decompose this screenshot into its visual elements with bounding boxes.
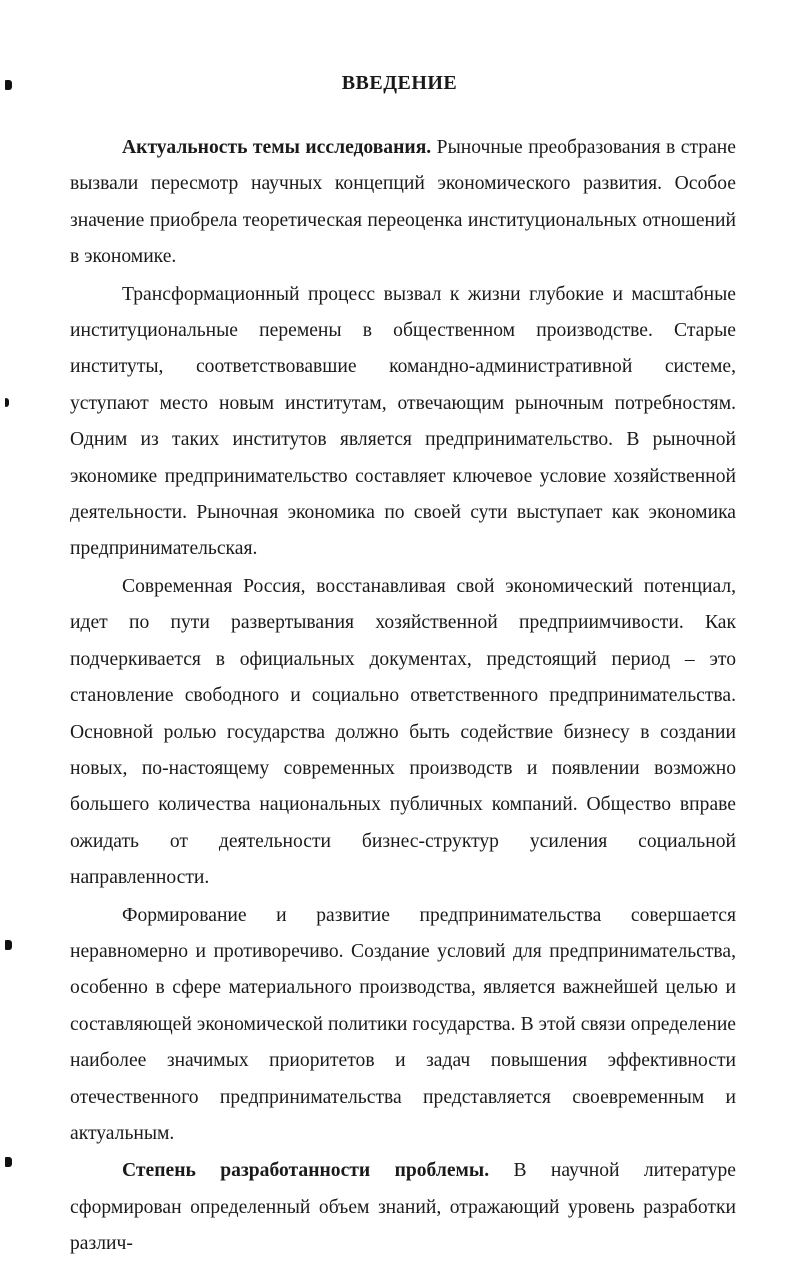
margin-mark [5, 398, 9, 407]
margin-mark [5, 1157, 12, 1167]
paragraph-text: Рыночные преобразования в стране вызвали пересмотр научных концепций экономического развития. Особое значение приобрела теоретическая переоценка институциональных отношений в экономике. [70, 137, 736, 268]
paragraph-lead: Степень разработанности проблемы. [122, 1160, 490, 1182]
margin-mark [5, 940, 12, 950]
paragraph-text: В научной литературе сформирован определенный объем знаний, отражающий уровень разработки различ- [70, 1160, 736, 1255]
paragraph-formation [70, 898, 736, 1153]
document-title: ВВЕДЕНИЕ [341, 72, 458, 94]
paragraph-text: Современная Россия, восстанавливая свой экономический потенциал, идет по пути развертывания хозяйственной предприимчивости. Как подчеркивается в официальных документах, предстоящий период – это становление свободного и социально ответственного предпринимательства. Основной ролью государства должно быть содействие бизнесу в создании новых, по-настоящему современных производств и появлении возможно большего количества национальных публичных компаний. Общество вправе ожидать от деятельности бизнес-структур усиления социальной направленности. [70, 575, 736, 889]
paragraph-transformation [70, 277, 736, 568]
document-body [70, 130, 736, 1263]
paragraph-text: Трансформационный процесс вызвал к жизни глубокие и масштабные институциональные перемены в общественном производстве. Старые институты, соответствовавшие командно-административной системе, уступают место новым институтам, отвечающим рыночным потребностям. Одним из таких институтов является предпринимательство. В рыночной экономике предпринимательство составляет ключевое условие хозяйственной деятельности. Рыночная экономика по своей сути выступает как экономика предпринимательская. [70, 283, 736, 560]
paragraph-text: Формирование и развитие предпринимательства совершается неравномерно и противоречиво. Создание условий для предпринимательства, особенно в сфере материального производства, является важнейшей целью и составляющей экономической политики государства. В этой связи определение наиболее значимых приоритетов и задач повышения эффективности отечественного предпринимательства представляется своевременным и актуальным. [70, 904, 736, 1144]
paragraph-degree [70, 1153, 736, 1262]
paragraph-relevance [70, 130, 736, 276]
paragraph-modern-russia [70, 569, 736, 897]
paragraph-lead: Актуальность темы исследования. [122, 137, 432, 158]
